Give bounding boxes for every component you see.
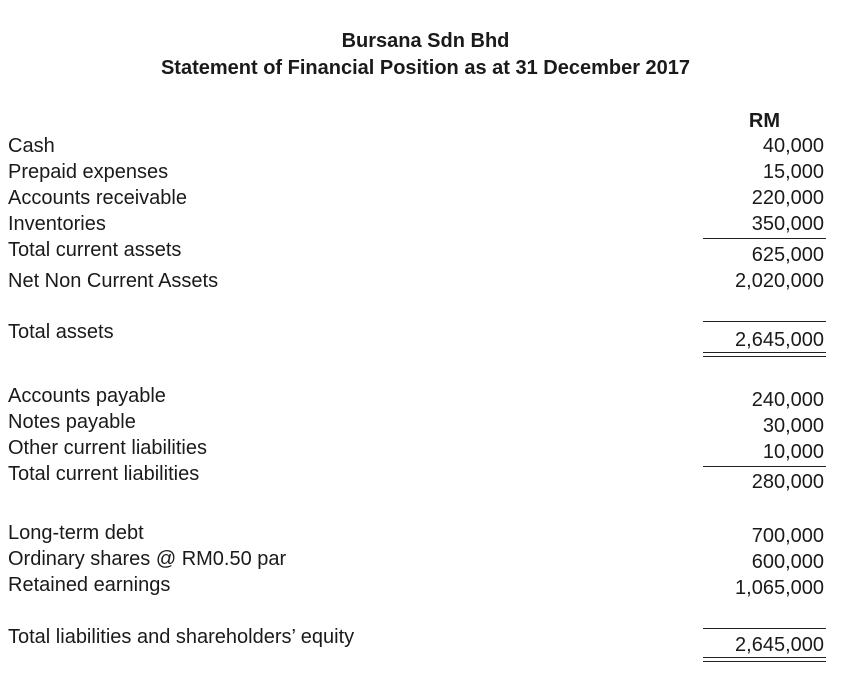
currency-header-row xyxy=(0,108,851,134)
line-item xyxy=(0,409,851,435)
line-item xyxy=(0,520,851,546)
line-item xyxy=(0,211,851,237)
line-label: Total liabilities and shareholders’ equity xyxy=(8,626,355,648)
statement-title: Statement of Financial Position as at 31 December 2017 xyxy=(160,57,691,79)
total-row xyxy=(0,624,851,656)
line-label: Total current assets xyxy=(8,239,182,261)
line-amount: 2,020,000 xyxy=(735,270,824,292)
line-amount: 625,000 xyxy=(751,244,824,266)
company-name: Bursana Sdn Bhd xyxy=(341,30,510,52)
subtotal-row xyxy=(0,237,851,266)
subtotal-row xyxy=(0,461,851,493)
line-item xyxy=(0,383,851,409)
line-amount: 10,000 xyxy=(762,441,824,463)
line-amount: 15,000 xyxy=(762,161,824,183)
line-amount: 30,000 xyxy=(762,415,824,437)
line-label: Long-term debt xyxy=(8,522,144,544)
line-amount: 220,000 xyxy=(751,187,824,209)
line-item xyxy=(0,572,851,598)
line-amount: 240,000 xyxy=(751,389,824,411)
line-item xyxy=(0,546,851,572)
line-amount: 700,000 xyxy=(751,525,824,547)
line-item xyxy=(0,268,851,294)
currency-header: RM xyxy=(748,110,780,132)
line-label: Cash xyxy=(8,135,55,157)
line-label: Notes payable xyxy=(8,411,136,433)
line-label: Net Non Current Assets xyxy=(8,270,219,292)
line-item xyxy=(0,159,851,185)
line-label: Prepaid expenses xyxy=(8,161,169,183)
line-label: Inventories xyxy=(8,213,106,235)
line-label: Retained earnings xyxy=(8,574,171,596)
line-label: Total current liabilities xyxy=(8,463,200,485)
line-amount: 280,000 xyxy=(751,471,824,493)
line-amount: 350,000 xyxy=(751,213,824,235)
total-double-rule xyxy=(703,657,826,662)
line-item xyxy=(0,185,851,211)
line-item xyxy=(0,133,851,159)
line-item xyxy=(0,435,851,461)
line-amount: 40,000 xyxy=(762,135,824,157)
line-label: Other current liabilities xyxy=(8,437,207,459)
line-amount: 2,645,000 xyxy=(735,634,824,656)
line-label: Total assets xyxy=(8,321,114,343)
line-amount: 1,065,000 xyxy=(735,577,824,599)
line-label: Accounts receivable xyxy=(8,187,187,209)
line-label: Accounts payable xyxy=(8,385,166,407)
line-label: Ordinary shares @ RM0.50 par xyxy=(8,548,287,570)
total-double-rule xyxy=(703,352,826,357)
line-amount: 2,645,000 xyxy=(735,329,824,351)
total-row xyxy=(0,319,851,351)
line-amount: 600,000 xyxy=(751,551,824,573)
